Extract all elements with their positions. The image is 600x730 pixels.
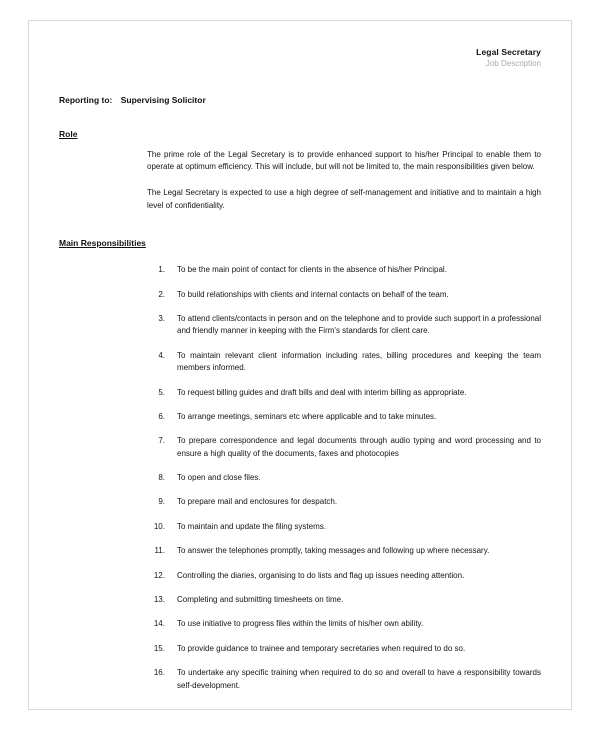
role-paragraph: The Legal Secretary is expected to use a high degree of self-management and initiative and to maintain a high level of confidentiality. [147, 188, 541, 210]
list-item: To build relationships with clients and internal contacts on behalf of the team. [177, 289, 449, 299]
list-item: To prepare mail and enclosures for despatch. [177, 497, 338, 507]
list-item: To request billing guides and draft bills and deal with interim billing as appropriate. [177, 387, 467, 397]
list-item: To prepare correspondence and legal documents through audio typing and word processing and to ensure a high quality of the documents, faxes and photocopies [177, 436, 541, 458]
list-item: To arrange meetings, seminars etc where applicable and to take minutes. [177, 411, 437, 421]
role-heading: Role [59, 128, 78, 139]
list-item: Controlling the diaries, organising to do lists and flag up issues needing attention. [177, 570, 465, 580]
document-title: Legal Secretary [476, 47, 541, 57]
role-body [147, 149, 541, 213]
document-header [59, 47, 541, 69]
list-item: To maintain and update the filing systems. [177, 521, 326, 531]
list-item: To provide guidance to trainee and temporary secretaries when required to do so. [177, 643, 466, 653]
document-page [28, 20, 572, 710]
reporting-to-label: Reporting to: [59, 94, 113, 105]
list-item: To open and close files. [177, 473, 261, 483]
reporting-to-line [59, 95, 541, 105]
list-item: To attend clients/contacts in person and on the telephone and to provide such support in a professional and friendly manner in keeping with the Firm's standards for client care. [177, 313, 541, 336]
list-item: To undertake any specific training when required to do so and overall to have a responsibility towards self-development. [177, 668, 541, 690]
list-item: To be the main point of contact for clients in the absence of his/her Principal. [177, 265, 447, 275]
reporting-to-value: Supervising Solicitor [120, 94, 206, 105]
role-paragraph: The prime role of the Legal Secretary is to provide enhanced support to his/her Principal to enable them to operate at optimum efficiency. This will include, but will not be limited to, the main responsibilities given below. [147, 149, 541, 172]
list-item: Completing and submitting timesheets on time. [177, 595, 344, 605]
list-item: To maintain relevant client information including rates, billing procedures and keeping the team members informed. [177, 350, 541, 373]
list-item: To use initiative to progress files within the limits of his/her own ability. [177, 619, 424, 629]
responsibilities-heading: Main Responsibilities [59, 238, 146, 249]
document-subtitle: Job Description [485, 58, 541, 68]
list-item: To answer the telephones promptly, taking messages and following up where necessary. [177, 546, 490, 556]
responsibilities-list [59, 264, 541, 692]
